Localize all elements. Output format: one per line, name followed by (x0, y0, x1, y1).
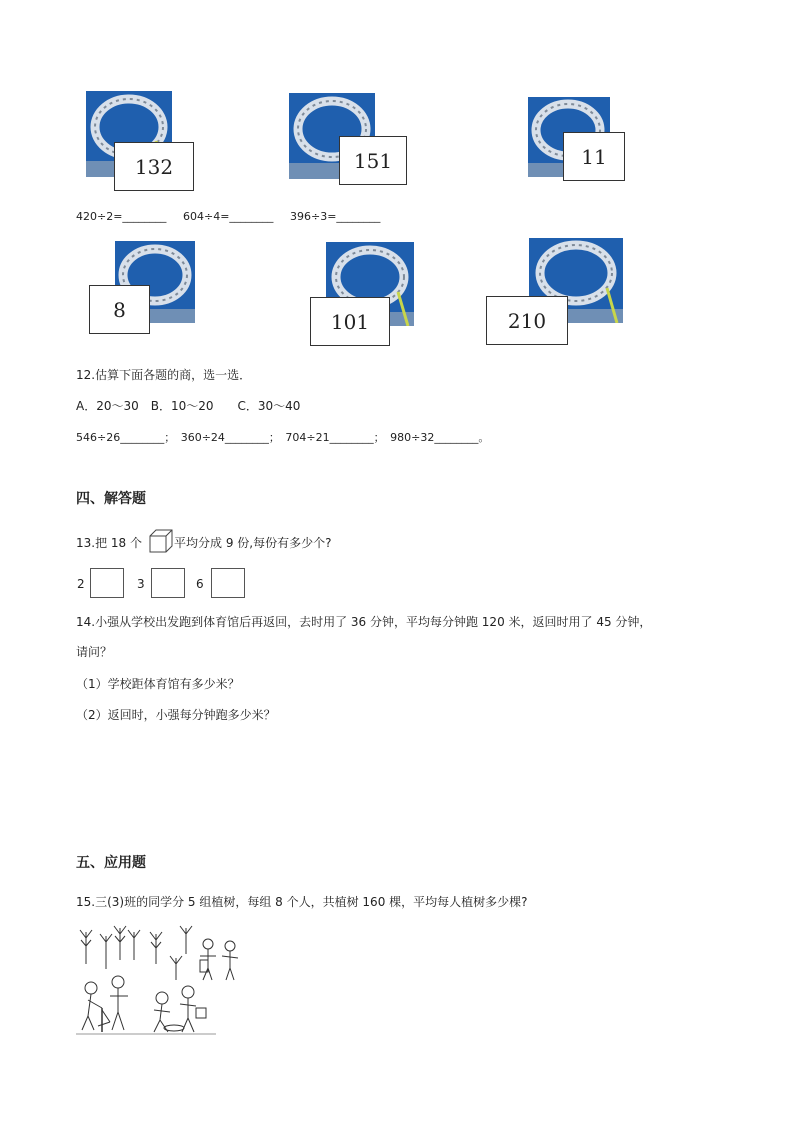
q13-choice-label: 6 (196, 577, 204, 591)
q14-line1: 14.小强从学校出发跑到体育馆后再返回，去时用了 36 分钟，平均每分钟跑 120 米，返回时用了 45 分钟， (76, 615, 652, 629)
q14-sub2: （2）返回时，小强每分钟跑多少米？ (76, 708, 276, 722)
answer-box[interactable] (90, 568, 124, 598)
tree-planting-illustration (76, 924, 246, 1040)
q12-title: 12.估算下面各题的商，选一选． (76, 368, 252, 382)
number-card: 210 (486, 296, 568, 345)
answer-box[interactable] (211, 568, 245, 598)
number-card: 132 (114, 142, 194, 191)
number-card: 8 (89, 285, 150, 334)
q14-line2: 请问？ (76, 645, 113, 659)
section-title-5: 五、应用题 (76, 855, 146, 871)
q13-prefix: 13.把 18 个 (76, 536, 142, 550)
answer-box[interactable] (151, 568, 185, 598)
q15-text: 15.三(3)班的同学分 5 组植树，每组 8 个人，共植树 160 棵，平均每人植树多少棵? (76, 895, 528, 909)
number-card: 11 (563, 132, 625, 181)
q14-sub1: （1）学校距体育馆有多少米？ (76, 677, 240, 691)
section-title-4: 四、解答题 (76, 491, 146, 507)
q12-options: A．20～30 B．10～20 C．30～40 (76, 399, 301, 413)
division-problem-3: 396÷3=________ (290, 210, 381, 223)
q13-choice-label: 3 (137, 577, 145, 591)
division-problem-2: 604÷4=________ (183, 210, 274, 223)
q13-choice-label: 2 (77, 577, 85, 591)
division-problem-1: 420÷2=________ (76, 210, 167, 223)
cube-icon (148, 528, 174, 558)
q12-problems: 546÷26________； 360÷24________； 704÷21________； 980÷32________。 (76, 431, 490, 444)
number-card: 151 (339, 136, 407, 185)
number-card: 101 (310, 297, 390, 346)
q13-suffix: 平均分成 9 份,每份有多少个? (174, 536, 332, 550)
